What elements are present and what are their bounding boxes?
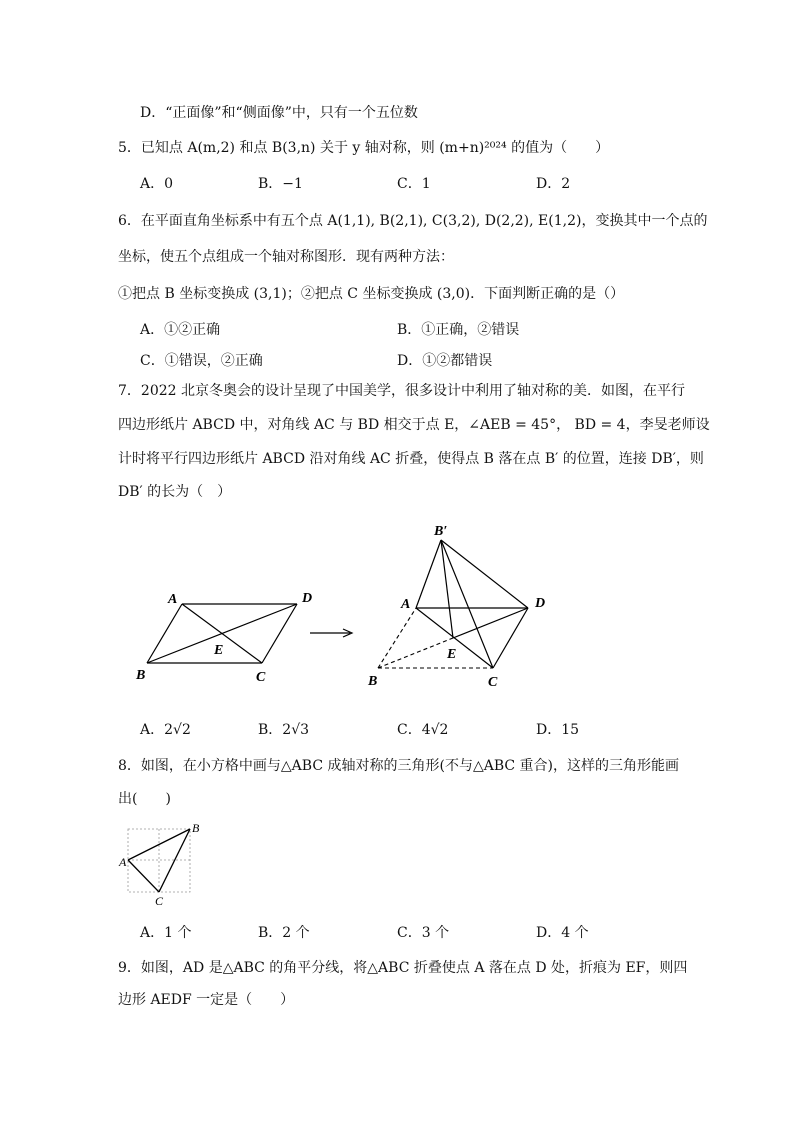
label-e: E [214, 643, 224, 658]
q6-stem-line3: ①把点 B 坐标变换成 (3,1)；②把点 C 坐标变换成 (3,0)．下面判断正确的是（） [118, 286, 625, 302]
arrow-icon [310, 629, 352, 637]
q7-stem-line2: 四边形纸片 ABCD 中，对角线 AC 与 BD 相交于点 E，∠AEB = 45°， BD = 4，李旻老师设 [118, 417, 710, 433]
label-d-2: D [535, 596, 546, 611]
q8-stem-line2: 出( ) [118, 791, 171, 807]
q7-stem-line3: 计时将平行四边形纸片 ABCD 沿对角线 AC 折叠，使得点 B 落在点 B′ 的位置，连接 DB′，则 [118, 451, 704, 467]
q5-option-b: B．−1 [258, 176, 303, 192]
q6-stem-line2: 坐标，使五个点组成一个轴对称图形．现有两种方法： [118, 249, 454, 265]
q5-stem: 5．已知点 A(m,2) 和点 B(3,n) 关于 y 轴对称，则 (m+n)²⁰²⁴ 的值为（ ） [118, 140, 610, 156]
edge-bpd [441, 540, 528, 608]
label-b-q8: B [192, 821, 200, 835]
q7-stem-line4: DB′ 的长为（ ） [118, 484, 232, 500]
label-c: C [256, 670, 266, 685]
q8-stem-line1: 8．如图，在小方格中画与△ABC 成轴对称的三角形(不与△ABC 重合)，这样的三角形能画 [118, 758, 680, 774]
q6-stem-line1: 6．在平面直角坐标系中有五个点 A(1,1), B(2,1), C(3,2), D(2,2), E(1,2)，变换其中一个点的 [118, 213, 708, 229]
label-e-2: E [447, 647, 457, 662]
label-b-prime: B′ [434, 524, 448, 539]
q5-option-a: A．0 [140, 176, 174, 192]
edge-dc [262, 604, 297, 663]
dashed-be [378, 638, 453, 668]
edge-ac-q8 [128, 860, 159, 892]
label-c-q8: C [155, 894, 164, 908]
q6-option-c: C．①错误，②正确 [140, 353, 263, 369]
label-c-2: C [488, 675, 498, 690]
label-a-2: A [401, 597, 411, 612]
q8-option-b: B．2 个 [258, 925, 310, 941]
edge-cb-q8 [159, 829, 190, 892]
label-a: A [168, 592, 178, 607]
q7-stem-line1: 7．2022 北京冬奥会的设计呈现了中国美学，很多设计中利用了轴对称的美．如图，在平行 [118, 383, 685, 399]
q8-option-d: D．4 个 [536, 925, 589, 941]
q8-option-c: C．3 个 [397, 925, 450, 941]
q8-option-a: A．1 个 [140, 925, 192, 941]
q9-stem-line2: 边形 AEDF 一定是（ ） [118, 992, 295, 1008]
edge-ba [147, 604, 182, 663]
label-b: B [136, 668, 146, 683]
q7-option-d: D．15 [536, 722, 580, 738]
q6-option-a: A．①②正确 [140, 322, 221, 338]
edge-ed [453, 608, 528, 638]
edge-dc-2 [493, 608, 528, 668]
q4-option-d: D．“正面像”和“侧面像”中，只有一个五位数 [140, 105, 418, 121]
q9-stem-line1: 9．如图，AD 是△ABC 的角平分线，将△ABC 折叠使点 A 落在点 D 处，折痕为 EF，则四 [118, 960, 688, 976]
q5-option-d: D．2 [536, 176, 571, 192]
q7-option-b: B．2√3 [258, 722, 310, 738]
q5-option-c: C．1 [397, 176, 431, 192]
q8-grid-figure [118, 821, 200, 908]
dashed-ba [378, 608, 416, 668]
q6-option-d: D．①②都错误 [397, 353, 493, 369]
label-b-2: B [368, 674, 378, 689]
label-a-q8: A [119, 855, 127, 869]
edge-bpa [416, 540, 441, 608]
q7-option-a: A．2√2 [140, 722, 191, 738]
q6-option-b: B．①正确，②错误 [397, 322, 520, 338]
label-d: D [302, 591, 313, 606]
q7-option-c: C．4√2 [397, 722, 449, 738]
